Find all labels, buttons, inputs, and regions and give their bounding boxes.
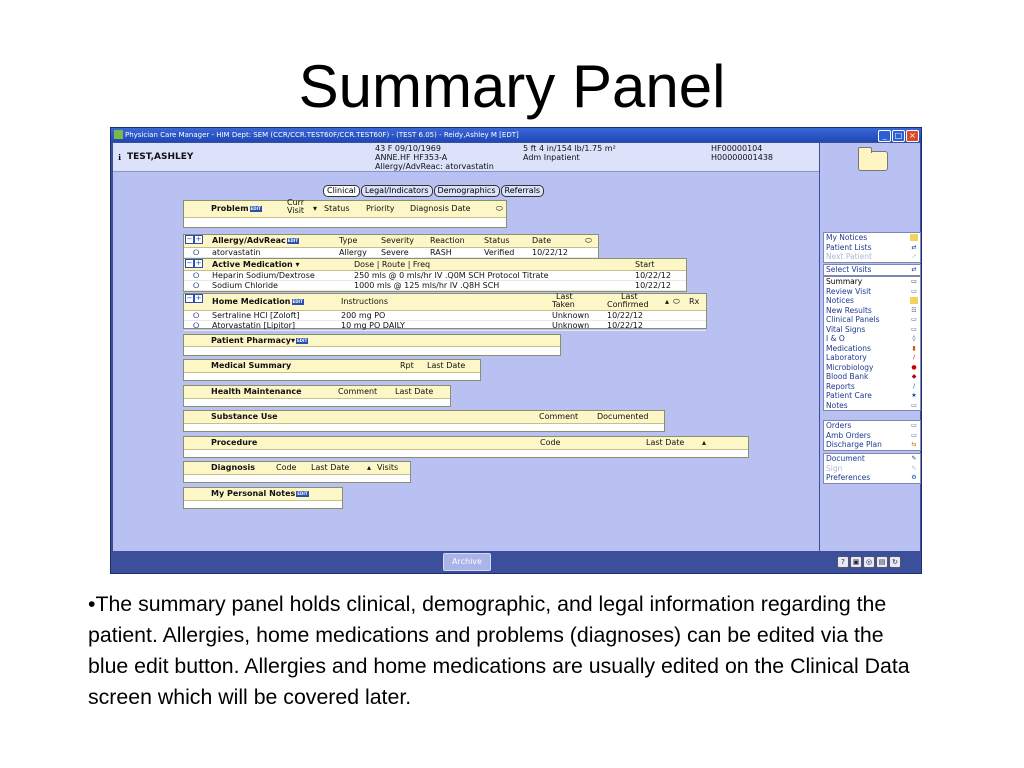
- patient-name: TEST,ASHLEY: [127, 152, 194, 162]
- folder-icon[interactable]: [858, 151, 888, 171]
- col-status[interactable]: Status: [484, 236, 510, 245]
- col-diagnosis-date[interactable]: Diagnosis Date: [410, 204, 471, 213]
- col-rx[interactable]: Rx: [689, 297, 700, 306]
- info-icon[interactable]: ⭘: [193, 321, 200, 330]
- notices-icon: [910, 297, 918, 304]
- next-icon: ↗: [911, 253, 917, 260]
- summary-tabs: [323, 178, 545, 197]
- amb-orders-icon: ▭: [911, 431, 917, 439]
- table-row[interactable]: ⭘ Heparin Sodium/Dextrose 250 mls @ 0 mls/hr IV .Q0M SCH Protocol Titrate 10/22/12: [184, 271, 686, 281]
- personal-notes-title: My Personal Notes: [211, 489, 296, 498]
- expand-icon[interactable]: +: [195, 235, 202, 243]
- col-comment[interactable]: Comment: [539, 412, 579, 421]
- nav-medications[interactable]: Medications ▮: [824, 344, 920, 354]
- sign-icon: ✎: [911, 464, 917, 472]
- procedure-title: Procedure: [211, 438, 258, 447]
- pen-icon: ✎: [911, 455, 917, 462]
- substance-use-section: [183, 410, 665, 432]
- comment-icon: ⬭: [673, 297, 680, 306]
- help-icon[interactable]: ?: [837, 556, 849, 568]
- notice-icon: [910, 234, 918, 241]
- nav-group-orders: [823, 420, 921, 451]
- drop-icon: ◊: [912, 335, 916, 342]
- nav-review-visit[interactable]: Review Visit ▭: [826, 286, 917, 296]
- discharge-icon: ⇆: [911, 441, 917, 448]
- nav-next-patient[interactable]: Next Patient ↗: [826, 252, 917, 261]
- lab-icon: ∕: [912, 354, 916, 361]
- col-last-taken[interactable]: Last Taken: [552, 292, 575, 309]
- tab-referrals[interactable]: Referrals: [501, 185, 545, 197]
- table-row[interactable]: ⭘ Sertraline HCl [Zoloft] 200 mg PO Unknown 10/22/12: [184, 311, 706, 321]
- sort-dropdown-icon[interactable]: ▾: [290, 336, 295, 345]
- substance-use-title: Substance Use: [211, 412, 278, 421]
- problem-section: [183, 200, 507, 228]
- notes-icon: ▭: [911, 401, 917, 409]
- col-severity[interactable]: Severity: [381, 236, 415, 245]
- col-last-date[interactable]: Last Date: [646, 438, 685, 447]
- comment-icon: ⬭: [496, 204, 503, 213]
- col-priority[interactable]: Priority: [366, 204, 395, 213]
- nav-document[interactable]: Document ✎: [826, 454, 917, 463]
- patient-demographics: 43 F 09/10/1969: [375, 144, 441, 153]
- nav-notes[interactable]: Notes ▭: [826, 400, 917, 410]
- home-medication-edit-button[interactable]: EDIT: [292, 298, 303, 304]
- allergy-title: Allergy/AdvReac: [212, 236, 286, 245]
- problem-edit-button[interactable]: EDIT: [250, 205, 261, 211]
- expand-icon[interactable]: +: [195, 259, 202, 267]
- sort-asc-icon[interactable]: ▴: [367, 463, 372, 472]
- info-icon[interactable]: ⭘: [193, 281, 200, 290]
- nav-select-visits[interactable]: Select Visits ⇄: [826, 265, 917, 274]
- diagnosis-section: [183, 461, 411, 483]
- patient-status: Adm Inpatient: [523, 153, 580, 162]
- orders-icon: ▭: [911, 422, 917, 429]
- visits-icon: ⇄: [911, 266, 917, 273]
- tab-clinical[interactable]: Clinical: [323, 185, 360, 197]
- personal-notes-section: [183, 487, 343, 509]
- diagnosis-title: Diagnosis: [211, 463, 255, 472]
- patient-id-1: HF00000104: [711, 144, 763, 153]
- col-comment[interactable]: Comment: [338, 387, 378, 396]
- window-icon[interactable]: ▣: [850, 556, 862, 568]
- allergy-edit-button[interactable]: EDIT: [287, 237, 299, 243]
- nav-blood-bank[interactable]: Blood Bank ◆: [826, 372, 917, 381]
- nav-summary[interactable]: Summary ▭: [826, 277, 917, 286]
- patient-pharmacy-section: [183, 334, 561, 356]
- collapse-icon[interactable]: −: [186, 294, 193, 302]
- nav-clinical-panels[interactable]: Clinical Panels ▭: [826, 315, 917, 324]
- nav-reports[interactable]: Reports ∕: [824, 382, 920, 392]
- col-code[interactable]: Code: [540, 438, 561, 447]
- maximize-button[interactable]: □: [892, 130, 905, 142]
- col-last-date[interactable]: Last Date: [311, 463, 350, 472]
- blood-bank-icon: ◆: [911, 373, 917, 380]
- gear-icon: ⚙: [911, 474, 917, 481]
- col-documented[interactable]: Documented: [597, 412, 649, 421]
- reports-icon: ∕: [912, 382, 916, 390]
- patient-pharmacy-title: Patient Pharmacy: [211, 336, 291, 345]
- allergy-section: [183, 234, 599, 260]
- col-code[interactable]: Code: [276, 463, 297, 472]
- collapse-icon[interactable]: −: [186, 259, 193, 267]
- nav-i-and-o[interactable]: I & O ◊: [824, 334, 920, 344]
- nav-group-visits: [823, 264, 921, 276]
- slide-title: Summary Panel: [298, 53, 726, 120]
- archive-button[interactable]: Archive: [443, 553, 491, 571]
- col-status[interactable]: Status: [324, 204, 350, 213]
- col-visits[interactable]: Visits: [377, 463, 399, 472]
- tab-demographics[interactable]: Demographics: [434, 185, 500, 197]
- navigation-panel: [820, 143, 920, 551]
- nav-notices[interactable]: Notices: [824, 296, 920, 306]
- expand-icon[interactable]: +: [195, 294, 202, 302]
- refresh-icon[interactable]: ↻: [889, 556, 901, 568]
- slide-bullet-text: •The summary panel holds clinical, demographic, and legal information regarding the patient. Allergies, home medications and problems (diagnoses) can be edited via the blue edit button. Allergies and home medications are usually edited on the Clinical Data screen which will be covered later.: [88, 592, 910, 709]
- nav-new-results[interactable]: New Results ☷: [826, 305, 917, 315]
- col-instructions[interactable]: Instructions: [341, 297, 388, 306]
- nav-discharge-plan[interactable]: Discharge Plan ⇆: [826, 440, 917, 449]
- summary-icon: ▭: [911, 278, 917, 285]
- minimize-button[interactable]: _: [878, 130, 891, 142]
- info-icon[interactable]: ⭘: [193, 248, 200, 257]
- medical-summary-section: [183, 359, 481, 381]
- col-dose-route-freq[interactable]: Dose | Route | Freq: [354, 260, 431, 269]
- microbiology-icon: ●: [911, 363, 917, 371]
- bottom-toolbar: [113, 551, 920, 573]
- personal-notes-edit-button[interactable]: EDIT: [297, 490, 308, 496]
- list-icon: ⇄: [911, 243, 917, 251]
- patient-info-icon[interactable]: ℹ: [118, 153, 122, 162]
- nav-orders[interactable]: Orders ▭: [826, 421, 917, 430]
- nav-my-notices[interactable]: My Notices: [824, 233, 920, 243]
- sort-dropdown-icon[interactable]: ▾: [295, 260, 300, 269]
- procedure-section: [183, 436, 749, 458]
- nav-patient-care[interactable]: Patient Care ★: [826, 391, 917, 400]
- nav-group-clinical: [823, 276, 921, 411]
- print-icon[interactable]: ▤: [876, 556, 888, 568]
- health-maintenance-section: [183, 385, 451, 407]
- sort-dropdown-icon[interactable]: ▾: [313, 204, 318, 213]
- tab-legal-indicators[interactable]: Legal/Indicators: [361, 185, 433, 197]
- table-row[interactable]: ⭘ Sodium Chloride 1000 mls @ 125 mls/hr IV .Q8H SCH 10/22/12: [184, 281, 686, 291]
- home-medication-section: [183, 293, 707, 329]
- health-maintenance-title: Health Maintenance: [211, 387, 302, 396]
- col-last-date[interactable]: Last Date: [427, 361, 466, 370]
- problem-title: Problem: [211, 204, 249, 213]
- nav-group-document: [823, 453, 921, 484]
- comment-icon: ⬭: [585, 236, 592, 245]
- application-window: [110, 127, 922, 574]
- vitals-icon: ▭: [911, 325, 917, 333]
- summary-panel: [113, 143, 819, 551]
- window-titlebar: [111, 128, 921, 142]
- table-row[interactable]: ⭘ Atorvastatin [Lipitor] 10 mg PO DAILY Unknown 10/22/12: [184, 321, 706, 331]
- col-type[interactable]: Type: [339, 236, 358, 245]
- active-medication-section: [183, 258, 687, 292]
- panels-icon: ▭: [911, 316, 917, 323]
- sort-asc-icon[interactable]: ▴: [665, 297, 670, 306]
- col-last-date[interactable]: Last Date: [395, 387, 434, 396]
- info-icon[interactable]: ⭘: [193, 271, 200, 280]
- nav-laboratory[interactable]: Laboratory ∕: [824, 353, 920, 363]
- sort-asc-icon[interactable]: ▴: [702, 438, 707, 447]
- patient-pharmacy-edit-button[interactable]: EDIT: [296, 337, 308, 343]
- col-reaction[interactable]: Reaction: [430, 236, 465, 245]
- patient-header: [113, 143, 819, 172]
- nav-microbiology[interactable]: Microbiology ●: [826, 362, 917, 372]
- nav-amb-orders[interactable]: Amb Orders ▭: [826, 430, 917, 440]
- patient-allergy-line: Allergy/AdvReac: atorvastatin: [375, 162, 494, 171]
- medical-summary-title: Medical Summary: [211, 361, 292, 370]
- patient-id-2: H00000001438: [711, 153, 774, 162]
- nav-patient-lists[interactable]: Patient Lists ⇄: [826, 242, 917, 252]
- medications-icon: ▮: [912, 344, 916, 352]
- patient-vitals: 5 ft 4 in/154 lb/1.75 m²: [523, 144, 616, 153]
- active-medication-title: Active Medication: [212, 260, 293, 269]
- nav-group-patients: [823, 232, 921, 263]
- target-icon[interactable]: ◎: [863, 556, 875, 568]
- nav-vital-signs[interactable]: Vital Signs ▭: [826, 324, 917, 334]
- table-row[interactable]: ⭘ atorvastatin Allergy Severe RASH Verified 10/22/12: [184, 248, 598, 258]
- col-last-confirmed[interactable]: Last Confirmed: [607, 292, 649, 309]
- info-icon[interactable]: ⭘: [193, 311, 200, 320]
- review-icon: ▭: [911, 287, 917, 295]
- nav-sign[interactable]: Sign ✎: [826, 463, 917, 473]
- col-curr-visit[interactable]: Curr Visit: [287, 198, 305, 215]
- results-icon: ☷: [911, 306, 917, 314]
- nav-preferences[interactable]: Preferences ⚙: [826, 473, 917, 482]
- window-title: Physician Care Manager - HIM Dept: SEM (CCR/CCR.TEST60F/CCR.TEST60F) - (TEST 6.05) - Reidy,Ashley M [EDT]: [125, 131, 519, 139]
- close-button[interactable]: ×: [906, 130, 919, 142]
- col-date[interactable]: Date: [532, 236, 552, 245]
- patient-unit: ANNE.HF HF353-A: [375, 153, 448, 162]
- home-medication-title: Home Medication: [212, 297, 291, 306]
- collapse-icon[interactable]: −: [186, 235, 193, 243]
- app-icon: [114, 130, 123, 139]
- patient-care-icon: ★: [911, 392, 917, 399]
- col-rpt[interactable]: Rpt: [400, 361, 414, 370]
- col-start[interactable]: Start: [635, 260, 655, 269]
